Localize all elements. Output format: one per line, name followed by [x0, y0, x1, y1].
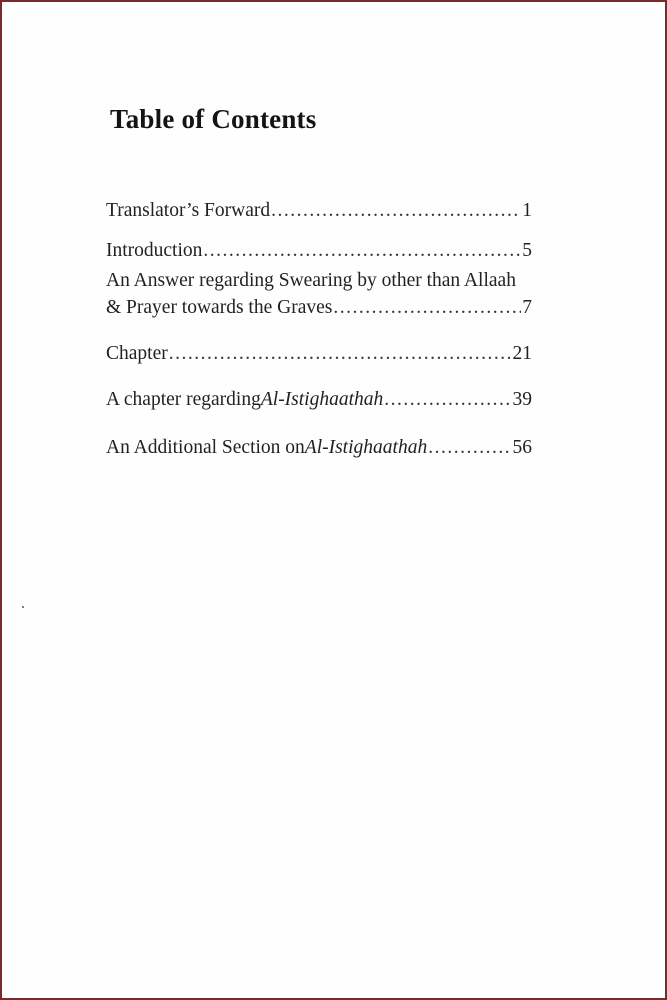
dot-leader [333, 294, 521, 321]
toc-entry-additional-section [106, 434, 532, 461]
toc-entry-chapter [106, 340, 532, 367]
toc-page-number: 21 [512, 343, 532, 364]
dot-leader [169, 340, 512, 367]
toc-page-number: 56 [512, 437, 532, 458]
toc-entry-title: Chapter [106, 343, 168, 364]
toc-entry-introduction [106, 237, 532, 264]
toc-entry-title: Translator’s Forward [106, 200, 271, 221]
toc-page-number: 1 [522, 200, 532, 221]
toc-page-number: 7 [522, 297, 532, 318]
toc-page-number: 39 [512, 389, 532, 410]
toc-entry-italic-term: Al-Istighaathah [260, 389, 384, 410]
dot-leader [271, 197, 521, 224]
dot-leader [203, 237, 521, 264]
toc-entry-title: & Prayer towards the Graves [106, 297, 333, 318]
toc-entry-italic-term: Al-Istighaathah [304, 437, 428, 458]
toc-entry-an-answer [106, 267, 532, 321]
page-title: Table of Contents [110, 104, 317, 134]
toc-entry-chapter-istighaathah [106, 386, 532, 413]
toc-entry-title: Introduction [106, 240, 203, 261]
toc-entry-title: A chapter regarding [106, 389, 261, 410]
dot-leader [384, 386, 511, 413]
toc-page-number: 5 [522, 240, 532, 261]
paper-speck [22, 606, 24, 608]
toc-entry-title: An Additional Section on [106, 437, 305, 458]
toc-entry-translators-forward [106, 197, 532, 224]
dot-leader [428, 434, 511, 461]
toc-entry-title-line1: An Answer regarding Swearing by other than Allaah [106, 270, 516, 291]
